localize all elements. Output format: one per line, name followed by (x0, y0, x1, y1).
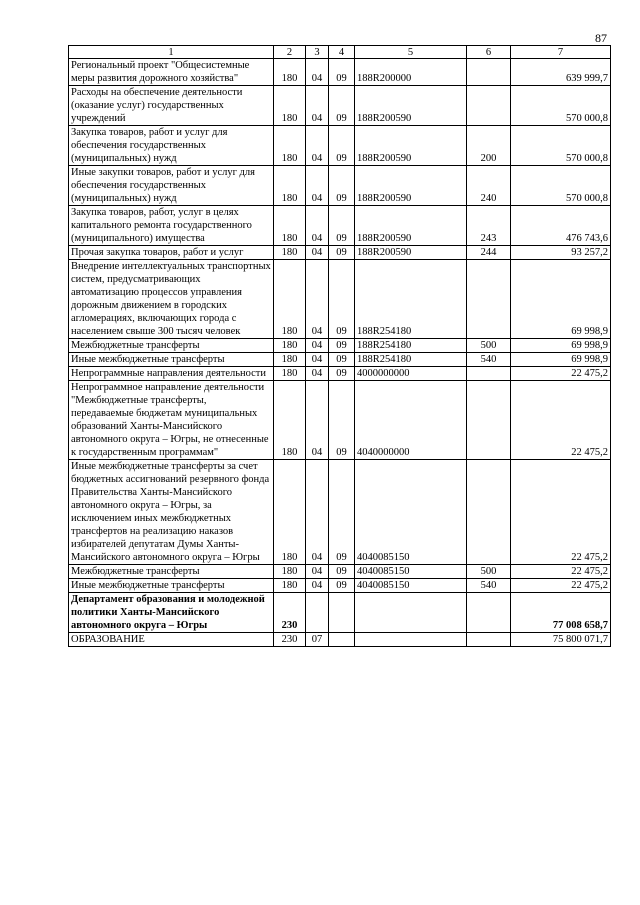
expense-name-cell: Внедрение интеллектуальных транспортных систем, предусматривающих автоматизацию процессов управления дорожным движением в городских агломерациях, включающих города с населением свыше 300 тысяч человек (69, 260, 274, 339)
section-code-cell: 04 (306, 339, 329, 353)
column-header: 1 (69, 46, 274, 59)
expense-type-cell (467, 460, 511, 565)
expense-name-cell: Межбюджетные трансферты (69, 339, 274, 353)
target-article-cell: 188R200590 (355, 86, 467, 126)
table-row (69, 126, 611, 166)
subsection-code-cell: 09 (329, 166, 355, 206)
section-code-cell: 04 (306, 460, 329, 565)
expense-name-cell: Закупка товаров, работ, услуг в целях капитального ремонта государственного (муниципального) имущества (69, 206, 274, 246)
amount-cell: 22 475,2 (511, 381, 611, 460)
target-article-cell: 4040085150 (355, 460, 467, 565)
expense-type-cell: 243 (467, 206, 511, 246)
ministry-code-cell: 180 (274, 86, 306, 126)
table-row (69, 633, 611, 647)
budget-table (68, 45, 611, 647)
expense-name-cell: Межбюджетные трансферты (69, 565, 274, 579)
target-article-cell: 4040085150 (355, 579, 467, 593)
amount-cell: 570 000,8 (511, 86, 611, 126)
subsection-code-cell: 09 (329, 126, 355, 166)
expense-name-cell: ОБРАЗОВАНИЕ (69, 633, 274, 647)
amount-cell: 93 257,2 (511, 246, 611, 260)
table-row (69, 246, 611, 260)
amount-cell: 69 998,9 (511, 353, 611, 367)
table-row (69, 260, 611, 339)
ministry-code-cell: 180 (274, 381, 306, 460)
expense-name-cell: Непрограммное направление деятельности "Межбюджетные трансферты, передаваемые бюджетам муниципальных образований Ханты-Мансийского автономного округа – Югры, не отнесенные к государственным программам" (69, 381, 274, 460)
table-row (69, 565, 611, 579)
amount-cell: 639 999,7 (511, 59, 611, 86)
expense-name-cell: Региональный проект "Общесистемные меры развития дорожного хозяйства" (69, 59, 274, 86)
target-article-cell: 4000000000 (355, 367, 467, 381)
ministry-code-cell: 180 (274, 339, 306, 353)
ministry-code-cell: 230 (274, 593, 306, 633)
section-code-cell: 04 (306, 381, 329, 460)
amount-cell: 22 475,2 (511, 460, 611, 565)
amount-cell: 22 475,2 (511, 579, 611, 593)
table-row (69, 460, 611, 565)
expense-type-cell (467, 381, 511, 460)
expense-type-cell (467, 633, 511, 647)
section-code-cell: 04 (306, 59, 329, 86)
ministry-code-cell: 180 (274, 206, 306, 246)
page-number: 87 (595, 31, 607, 45)
amount-cell: 22 475,2 (511, 565, 611, 579)
expense-name-cell: Иные межбюджетные трансферты (69, 353, 274, 367)
expense-type-cell: 500 (467, 339, 511, 353)
ministry-code-cell: 180 (274, 579, 306, 593)
ministry-code-cell: 180 (274, 367, 306, 381)
column-header: 3 (306, 46, 329, 59)
column-header: 7 (511, 46, 611, 59)
ministry-code-cell: 180 (274, 59, 306, 86)
table-row (69, 206, 611, 246)
column-header: 2 (274, 46, 306, 59)
column-header: 6 (467, 46, 511, 59)
table-row (69, 86, 611, 126)
section-code-cell: 04 (306, 166, 329, 206)
expense-name-cell: Непрограммные направления деятельности (69, 367, 274, 381)
amount-cell: 22 475,2 (511, 367, 611, 381)
expense-type-cell: 500 (467, 565, 511, 579)
expense-name-cell: Закупка товаров, работ и услуг для обеспечения государственных (муниципальных) нужд (69, 126, 274, 166)
table-header-row (69, 46, 611, 59)
subsection-code-cell (329, 593, 355, 633)
expense-type-cell (467, 593, 511, 633)
section-code-cell: 04 (306, 126, 329, 166)
expense-type-cell (467, 86, 511, 126)
table-row (69, 353, 611, 367)
subsection-code-cell: 09 (329, 579, 355, 593)
target-article-cell: 188R254180 (355, 339, 467, 353)
target-article-cell (355, 593, 467, 633)
target-article-cell: 188R200000 (355, 59, 467, 86)
target-article-cell (355, 633, 467, 647)
target-article-cell: 188R254180 (355, 353, 467, 367)
amount-cell: 570 000,8 (511, 166, 611, 206)
section-code-cell: 04 (306, 367, 329, 381)
amount-cell: 476 743,6 (511, 206, 611, 246)
table-row (69, 367, 611, 381)
amount-cell: 69 998,9 (511, 260, 611, 339)
section-code-cell: 07 (306, 633, 329, 647)
ministry-code-cell: 180 (274, 460, 306, 565)
subsection-code-cell: 09 (329, 381, 355, 460)
subsection-code-cell: 09 (329, 246, 355, 260)
table-row (69, 593, 611, 633)
table-row (69, 579, 611, 593)
ministry-code-cell: 180 (274, 246, 306, 260)
subsection-code-cell (329, 633, 355, 647)
expense-name-cell: Иные межбюджетные трансферты за счет бюджетных ассигнований резервного фонда Правительства Ханты-Мансийского автономного округа – Югры, за исключением иных межбюджетных трансфертов на реализацию наказов избирателей депутатам Думы Ханты-Мансийского автономного округа – Югры (69, 460, 274, 565)
target-article-cell: 188R200590 (355, 166, 467, 206)
table-row (69, 381, 611, 460)
expense-name-cell: Расходы на обеспечение деятельности (оказание услуг) государственных учреждений (69, 86, 274, 126)
target-article-cell: 188R200590 (355, 126, 467, 166)
section-code-cell: 04 (306, 579, 329, 593)
ministry-code-cell: 230 (274, 633, 306, 647)
subsection-code-cell: 09 (329, 460, 355, 565)
section-code-cell: 04 (306, 565, 329, 579)
expense-name-cell: Иные межбюджетные трансферты (69, 579, 274, 593)
subsection-code-cell: 09 (329, 86, 355, 126)
expense-type-cell: 540 (467, 579, 511, 593)
expense-type-cell (467, 367, 511, 381)
amount-cell: 69 998,9 (511, 339, 611, 353)
amount-cell: 75 800 071,7 (511, 633, 611, 647)
section-code-cell: 04 (306, 206, 329, 246)
expense-type-cell: 244 (467, 246, 511, 260)
subsection-code-cell: 09 (329, 339, 355, 353)
amount-cell: 570 000,8 (511, 126, 611, 166)
expense-name-cell: Иные закупки товаров, работ и услуг для обеспечения государственных (муниципальных) нужд (69, 166, 274, 206)
expense-name-cell: Прочая закупка товаров, работ и услуг (69, 246, 274, 260)
target-article-cell: 188R200590 (355, 206, 467, 246)
subsection-code-cell: 09 (329, 260, 355, 339)
target-article-cell: 4040085150 (355, 565, 467, 579)
subsection-code-cell: 09 (329, 353, 355, 367)
expense-name-cell: Департамент образования и молодежной политики Ханты-Мансийского автономного округа – Югры (69, 593, 274, 633)
expense-type-cell (467, 260, 511, 339)
ministry-code-cell: 180 (274, 166, 306, 206)
section-code-cell: 04 (306, 246, 329, 260)
ministry-code-cell: 180 (274, 260, 306, 339)
column-header: 4 (329, 46, 355, 59)
expense-type-cell: 240 (467, 166, 511, 206)
section-code-cell (306, 593, 329, 633)
ministry-code-cell: 180 (274, 565, 306, 579)
expense-type-cell: 540 (467, 353, 511, 367)
target-article-cell: 188R200590 (355, 246, 467, 260)
amount-cell: 77 008 658,7 (511, 593, 611, 633)
target-article-cell: 4040000000 (355, 381, 467, 460)
subsection-code-cell: 09 (329, 59, 355, 86)
target-article-cell: 188R254180 (355, 260, 467, 339)
table-row (69, 339, 611, 353)
ministry-code-cell: 180 (274, 353, 306, 367)
section-code-cell: 04 (306, 86, 329, 126)
section-code-cell: 04 (306, 260, 329, 339)
subsection-code-cell: 09 (329, 367, 355, 381)
expense-type-cell: 200 (467, 126, 511, 166)
column-header: 5 (355, 46, 467, 59)
subsection-code-cell: 09 (329, 565, 355, 579)
table-row (69, 166, 611, 206)
expense-type-cell (467, 59, 511, 86)
ministry-code-cell: 180 (274, 126, 306, 166)
table-row (69, 59, 611, 86)
subsection-code-cell: 09 (329, 206, 355, 246)
section-code-cell: 04 (306, 353, 329, 367)
